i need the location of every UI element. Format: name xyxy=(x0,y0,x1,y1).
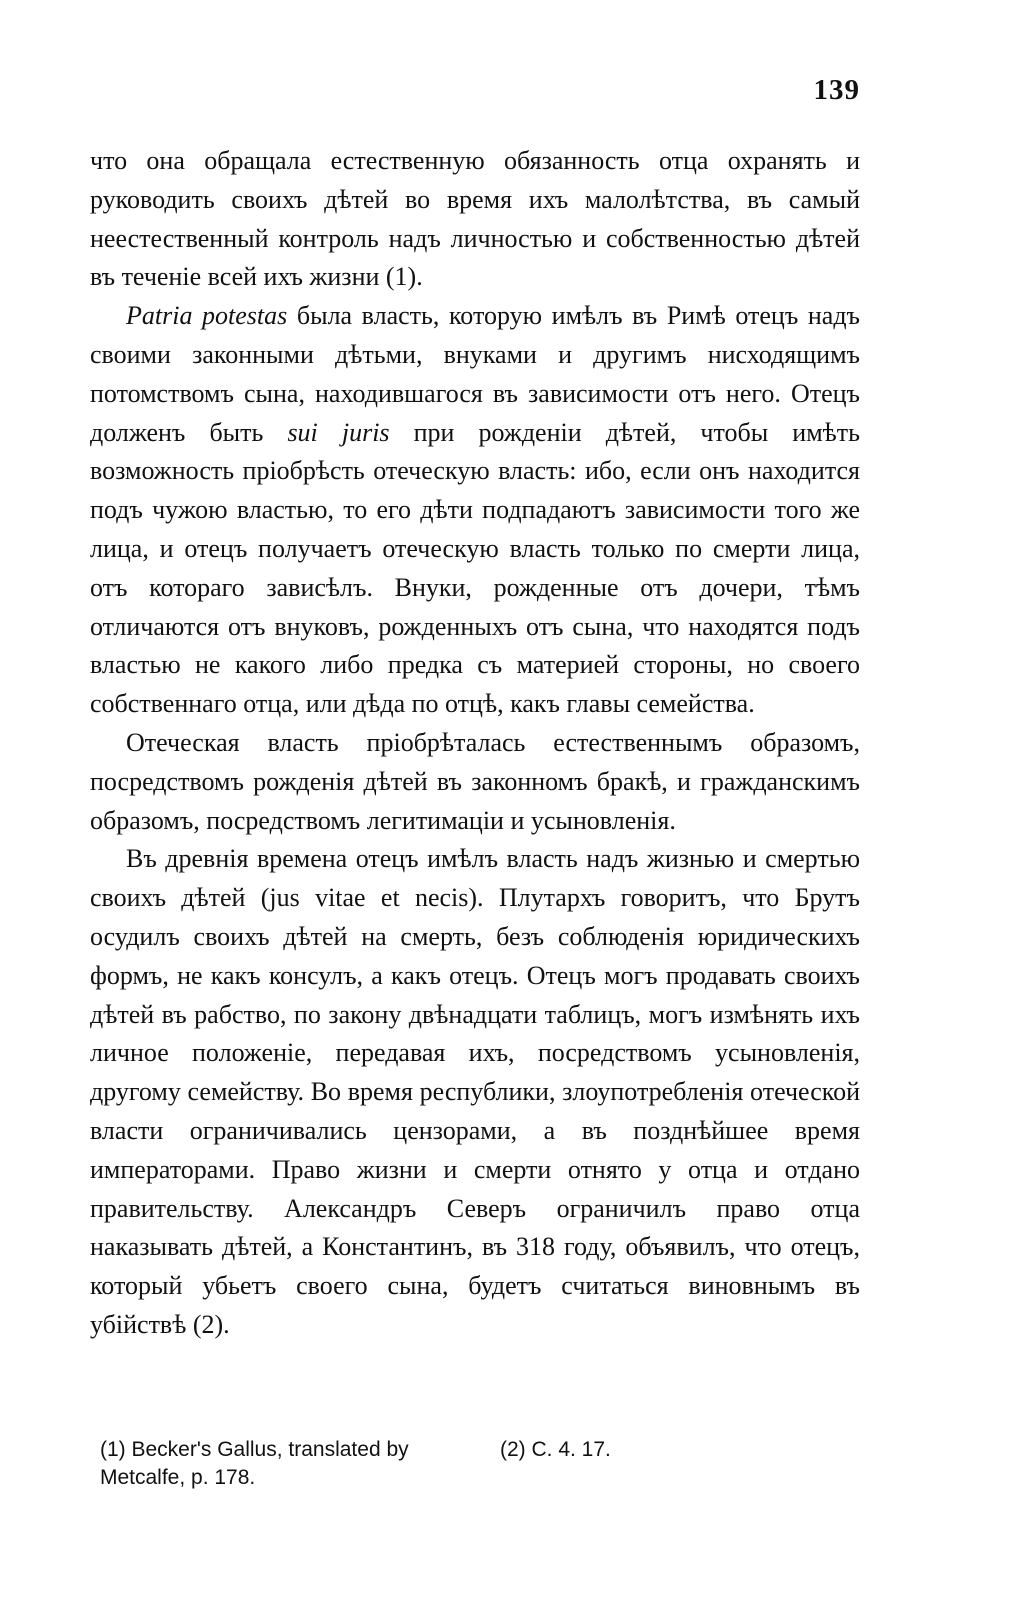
body-text xyxy=(90,142,860,1345)
latin-term-patria-potestas: Patria potestas xyxy=(126,301,288,331)
latin-term-sui-juris: sui juris xyxy=(287,417,390,447)
paragraph-text-part: была власть, которую имѣлъ въ Римѣ отецъ надъ своими законными дѣтьми, внуками и другимъ нисходящимъ потомствомъ сына, находившагося въ зависимости отъ него. Отецъ долженъ быть xyxy=(90,301,861,447)
page-number: 139 xyxy=(813,74,860,106)
paragraph-continuation: что она обращала естественную обязанность отца охранять и руководить своихъ дѣтей во время ихъ малолѣтства, въ самый неестественный контроль надъ личностью и собственностью дѣтей въ теченіе всей ихъ жизни (1). xyxy=(90,146,860,292)
paragraph-text-part: при рожденіи дѣтей, чтобы имѣть возможность пріобрѣсть отеческую власть: ибо, если онъ находится подъ чужою властью, то его дѣти подпадаютъ зависимости того же лица, и отецъ получаетъ отеческую власть только по смерти лица, отъ котораго зависѣлъ. Внуки, рожденные отъ дочери, тѣмъ отличаются отъ внуковъ, рожденныхъ отъ сына, что находятся подъ властью не какого либо предка съ материей стороны, но своего собственнаго отца, или дѣда по отцѣ, какъ главы семейства. xyxy=(90,417,860,719)
paragraph-patria-potestas xyxy=(90,297,860,724)
footnote-1: (1) Becker's Gallus, translated by xyxy=(100,1438,409,1461)
footnote-row xyxy=(100,1464,860,1492)
footnote-row xyxy=(100,1436,860,1464)
footnote-1-continuation: Metcalfe, p. 178. xyxy=(100,1466,256,1489)
paragraph-ancient-times: Въ древнія времена отецъ имѣлъ власть надъ жизнью и смертью своихъ дѣтей (jus vitae et necis). Плутархъ говоритъ, что Брутъ осудилъ своихъ дѣтей на смерть, безъ соблюденія юридическихъ формъ, не какъ консулъ, а какъ отецъ. Отецъ могъ продавать своихъ дѣтей въ рабство, по закону двѣнадцати таблицъ, могъ измѣнять ихъ личное положеніе, передавая ихъ, посредствомъ усыновленія, другому семейству. Во время республики, злоупотребленія отеческой власти ограничивались цензорами, а въ позднѣйшее время императорами. Право жизни и смерти отнято у отца и отдано правительству. Александръ Северъ ограничилъ право отца наказывать дѣтей, а Константинъ, въ 318 году, объявилъ, что отецъ, который убьетъ своего сына, будетъ считаться виновнымъ въ убійствѣ (2). xyxy=(90,844,860,1339)
footnote-2: (2) C. 4. 17. xyxy=(500,1438,611,1461)
paragraph-acquisition: Отеческая власть пріобрѣталась естественнымъ образомъ, посредствомъ рожденія дѣтей въ законномъ бракѣ, и гражданскимъ образомъ, посредствомъ легитимаціи и усыновленія. xyxy=(90,727,860,835)
footnotes xyxy=(100,1436,860,1492)
